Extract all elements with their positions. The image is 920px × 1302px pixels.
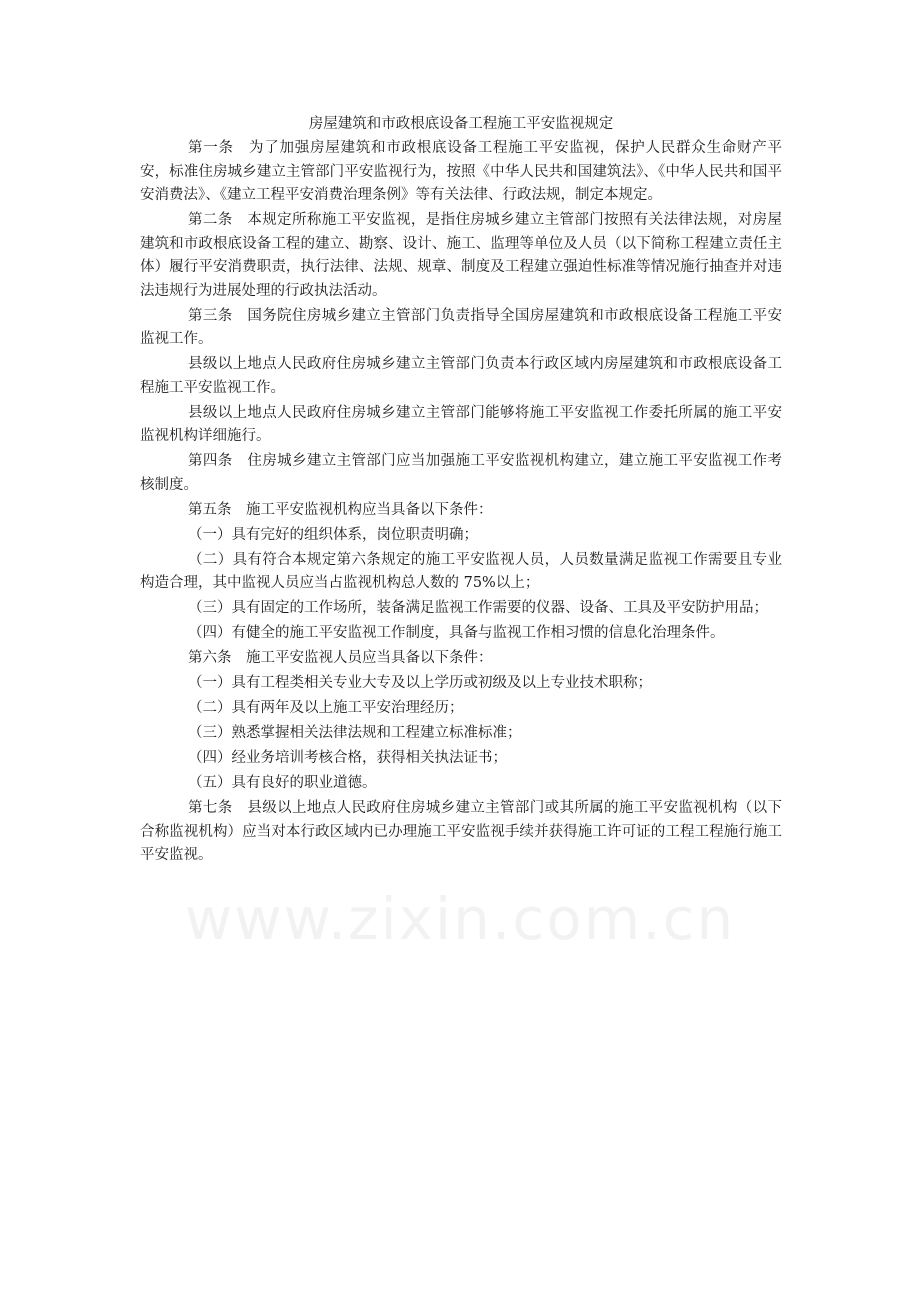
paragraph: 第五条 施工平安监视机构应当具备以下条件： (188, 501, 493, 518)
paragraph: 第六条 施工平安监视人员应当具备以下条件： (188, 650, 493, 666)
paragraph: （二）具有符合本规定第六条规定的施工平安监视人员，人员数量满足监视工作需要且专业构造合理，其中监视人员应当占监视机构总人数的 75%以上； (140, 551, 782, 591)
document-body (140, 137, 782, 868)
paragraph: （一）具有完好的组织体系，岗位职责明确； (188, 526, 478, 543)
paragraph: （一）具有工程类相关专业大专及以上学历或初级及以上专业技术职称； (188, 675, 652, 691)
paragraph: 县级以上地点人民政府住房城乡建立主管部门负责本行政区域内房屋建筑和市政根底设备工程施工平安监视工作。 (140, 356, 782, 396)
watermark: www.zixin.com.cn (184, 885, 736, 953)
paragraph: （五）具有良好的职业道德。 (188, 775, 377, 791)
paragraph: 第四条 住房城乡建立主管部门应当加强施工平安监视机构建立，建立施工平安监视工作考核制度。 (140, 453, 782, 493)
paragraph: （三）具有固定的工作场所，装备满足监视工作需要的仪器、设备、工具及平安防护用品； (188, 600, 768, 616)
document-title: 房屋建筑和市政根底设备工程施工平安监视规定 (308, 116, 614, 132)
paragraph: （二）具有两年及以上施工平安治理经历； (188, 700, 464, 716)
paragraph: 第三条 国务院住房城乡建立主管部门负责指导全国房屋建筑和市政根底设备工程施工平安监视工作。 (140, 307, 782, 347)
paragraph: 第二条 本规定所称施工平安监视，是指住房城乡建立主管部门按照有关法律法规，对房屋建筑和市政根底设备工程的建立、勘察、设计、施工、监理等单位及人员（以下简称工程建立责任主体）履行平安消费职责，执行法律、法规、规章、制度及工程建立强迫性标准等情况施行抽查并对违法违规行为进展处理的行政执法活动。 (140, 212, 782, 299)
paragraph: 第一条 为了加强房屋建筑和市政根底设备工程施工平安监视，保护人民群众生命财产平安，标准住房城乡建立主管部门平安监视行为，按照《中华人民共和国建筑法》、《中华人民共和国平安消费法》、《建立工程平安消费治理条例》等有关法律、行政法规，制定本规定。 (140, 140, 782, 203)
paragraph: （四）有健全的施工平安监视工作制度，具备与监视工作相习惯的信息化治理条件。 (188, 625, 725, 641)
paragraph: 第七条 县级以上地点人民政府住房城乡建立主管部门或其所属的施工平安监视机构（以下合称监视机构）应当对本行政区域内已办理施工平安监视手续并获得施工许可证的工程工程施行施工平安监视。 (140, 800, 782, 863)
paragraph: （四）经业务培训考核合格，获得相关执法证书； (188, 750, 507, 766)
document-page (140, 111, 782, 869)
paragraph: 县级以上地点人民政府住房城乡建立主管部门能够将施工平安监视工作委托所属的施工平安监视机构详细施行。 (140, 404, 782, 444)
paragraph: （三）熟悉掌握相关法律法规和工程建立标准标准； (188, 725, 522, 741)
